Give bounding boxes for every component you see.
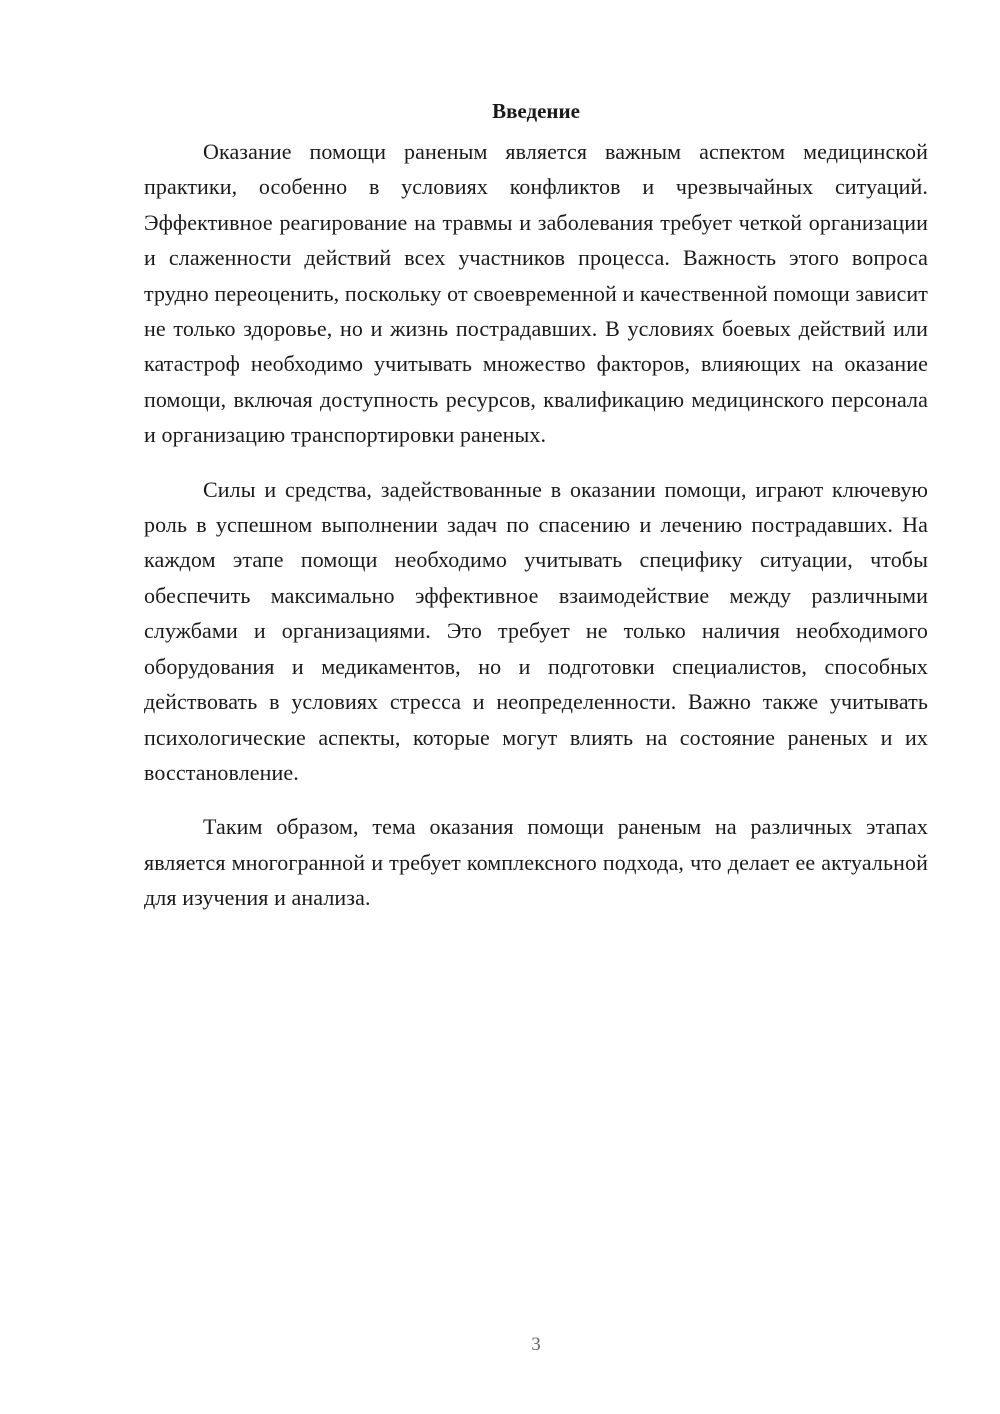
page-number: 3 [531, 1334, 541, 1355]
paragraph-3: Таким образом, тема оказания помощи раненым на различных этапах является многогранной и требует комплексного подхода, что делает ее актуальной для изучения и анализа. [144, 814, 928, 911]
section-heading: Введение [492, 99, 580, 123]
page-content [144, 94, 928, 935]
paragraph-1: Оказание помощи раненым является важным аспектом медицинской практики, особенно в условиях конфликтов и чрезвычайных ситуаций. Эффективное реагирование на травмы и заболевания требует четкой организации и слаженности действий всех участников процесса. Важность этого вопроса трудно переоценить, поскольку от своевременной и качественной помощи зависит не только здоровье, но и жизнь пострадавших. В условиях боевых действий или катастроф необходимо учитывать множество факторов, влияющих на оказание помощи, включая доступность ресурсов, квалификацию медицинского персонала и организацию транспортировки раненых. [144, 139, 928, 448]
paragraph-2: Силы и средства, задействованные в оказании помощи, играют ключевую роль в успешном выполнении задач по спасению и лечению пострадавших. На каждом этапе помощи необходимо учитывать специфику ситуации, чтобы обеспечить максимально эффективное взаимодействие между различными службами и организациями. Это требует не только наличия необходимого оборудования и медикаментов, но и подготовки специалистов, способных действовать в условиях стресса и неопределенности. Важно также учитывать психологические аспекты, которые могут влиять на состояние раненых и их восстановление. [144, 476, 928, 785]
